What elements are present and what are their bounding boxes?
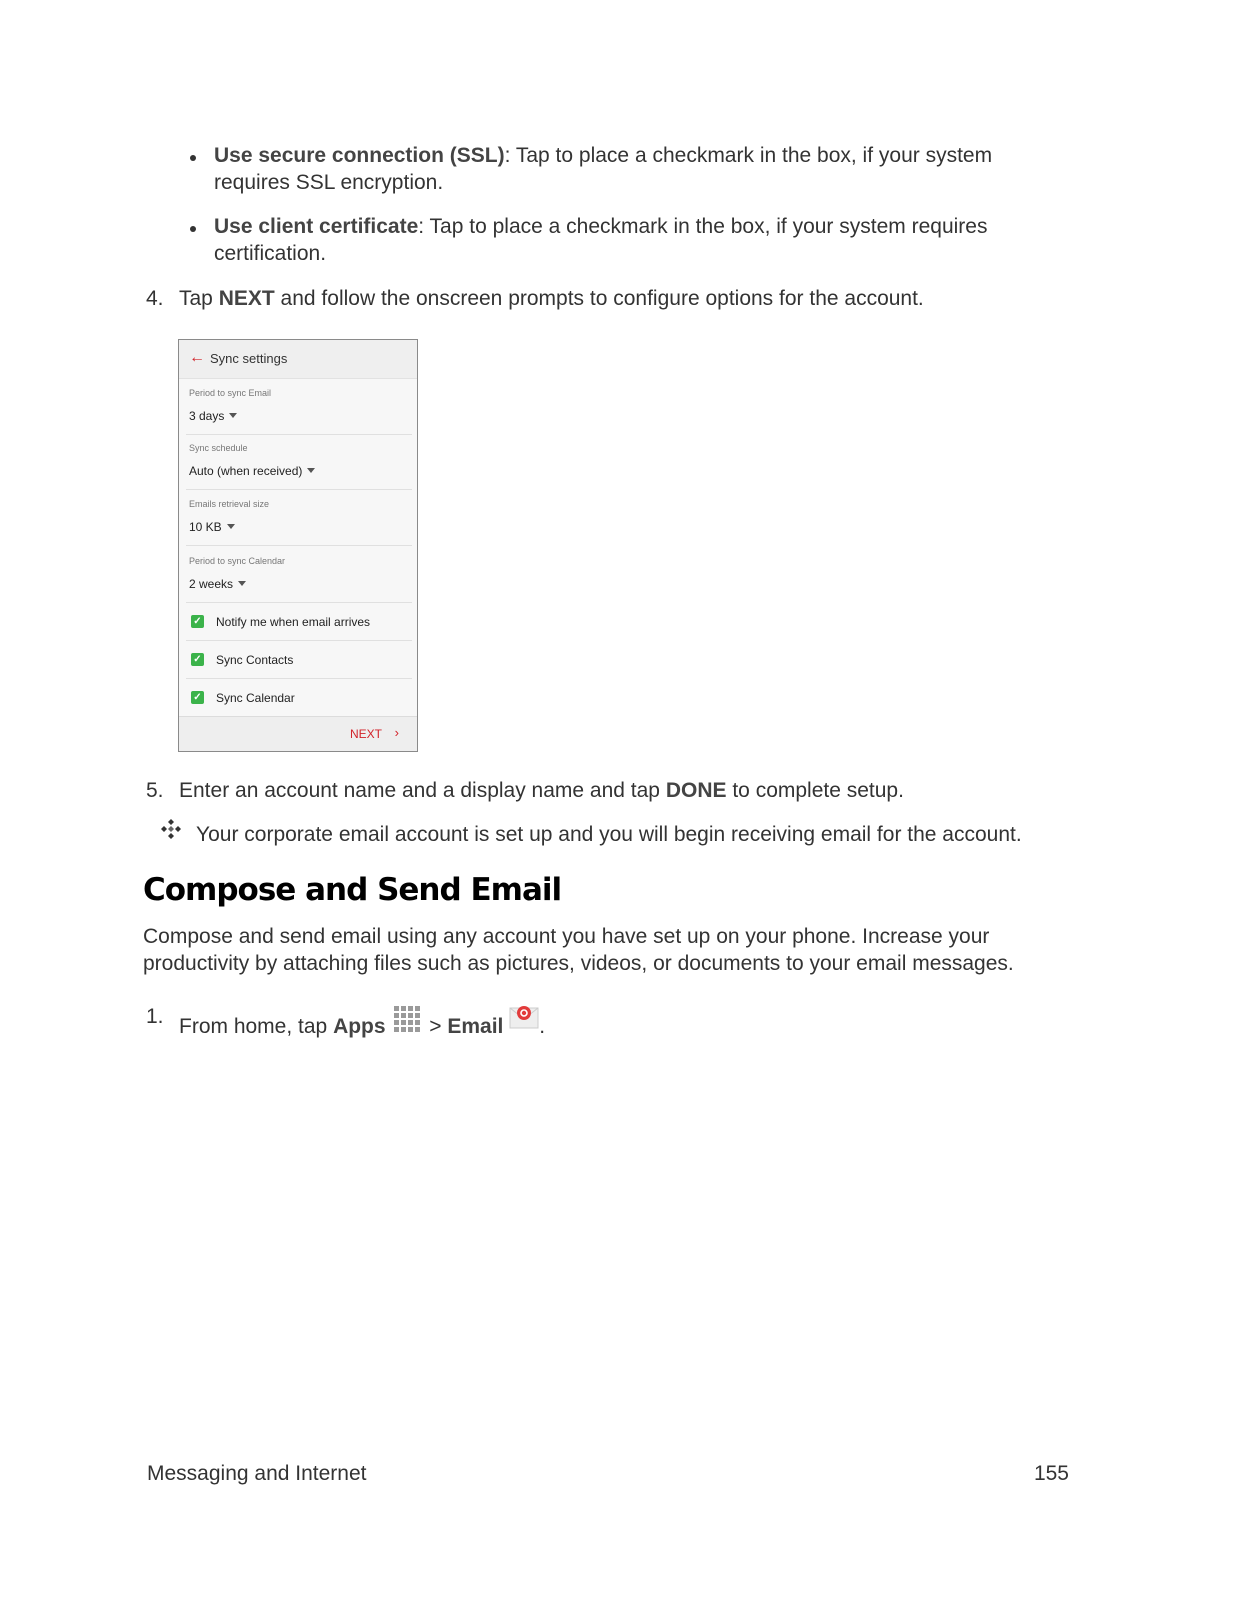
period-calendar-value: [189, 577, 246, 591]
chevron-right-icon[interactable]: ›: [394, 725, 399, 740]
checkbox-checked-icon[interactable]: ✓: [191, 615, 204, 628]
bullet-ssl: [214, 142, 1034, 196]
result-text: Your corporate email account is set up and you will begin receiving email for the account.: [196, 823, 1022, 846]
step-5-pre: Enter an account name and a display name and tap: [179, 779, 666, 802]
step-4-number: 4.: [146, 287, 164, 310]
step-5-done: DONE: [665, 779, 727, 802]
sync-contacts-row[interactable]: [186, 641, 412, 679]
step-1-text: [179, 1003, 1079, 1040]
sync-settings-header: [179, 340, 417, 379]
retrieval-size-label: Emails retrieval size: [189, 499, 270, 509]
step-1-number: 1.: [146, 1005, 164, 1028]
bullet-dot: [190, 155, 196, 161]
sync-schedule-value-text: Auto (when received): [189, 464, 303, 478]
section-heading: Compose and Send Email: [143, 872, 562, 908]
dropdown-caret-icon: [307, 468, 315, 473]
sync-settings-footer: [179, 716, 417, 751]
footer-page-number: 155: [1033, 1462, 1069, 1485]
back-arrow-icon[interactable]: ←: [189, 349, 205, 366]
next-button[interactable]: NEXT: [349, 727, 382, 741]
step-4-pre: Tap: [179, 287, 219, 310]
period-email-value: [189, 409, 237, 423]
dropdown-caret-icon: [238, 581, 246, 586]
bullet-cert-title: Use client certificate: [214, 215, 419, 238]
step-1-pre: From home, tap: [179, 1015, 334, 1038]
period-email-value-text: 3 days: [189, 409, 225, 423]
period-email-field[interactable]: [186, 388, 412, 435]
notify-email-row[interactable]: [186, 603, 412, 641]
bullet-cert-desc: : Tap to place a checkmark in the box, if your system requires certification.: [214, 215, 988, 265]
dropdown-caret-icon: [227, 524, 235, 529]
period-calendar-field[interactable]: [186, 556, 412, 603]
section-intro: Compose and send email using any account you have set up on your phone. Increase your productivity by attaching files such as pictures, videos, or documents to your email messages.: [143, 925, 1014, 975]
step-5-number: 5.: [146, 779, 164, 802]
sync-settings-title: Sync settings: [210, 351, 288, 366]
bullet-ssl-title: Use secure connection (SSL): [214, 144, 505, 167]
sync-calendar-row[interactable]: [186, 679, 412, 717]
bullet-ssl-desc: : Tap to place a checkmark in the box, if your system requires SSL encryption.: [214, 144, 993, 194]
checkbox-checked-icon[interactable]: ✓: [191, 691, 204, 704]
retrieval-size-value-text: 10 KB: [189, 520, 222, 534]
bullet-client-cert: [214, 213, 1034, 267]
result-diamond-icon: [160, 818, 182, 840]
period-calendar-label: Period to sync Calendar: [189, 556, 286, 566]
period-calendar-value-text: 2 weeks: [189, 577, 234, 591]
sync-contacts-label: Sync Contacts: [216, 653, 294, 667]
step-4-next: NEXT: [218, 287, 275, 310]
apps-grid-icon: [393, 1005, 423, 1035]
retrieval-size-field[interactable]: [186, 499, 412, 546]
period-email-label: Period to sync Email: [189, 388, 272, 398]
step-1-end: .: [539, 1015, 546, 1038]
checkbox-checked-icon[interactable]: ✓: [191, 653, 204, 666]
footer-section-name: Messaging and Internet: [147, 1462, 367, 1485]
dropdown-caret-icon: [229, 413, 237, 418]
sync-settings-screenshot: [178, 339, 418, 752]
step-1-apps: Apps: [333, 1015, 386, 1038]
step-1-email: Email: [447, 1015, 504, 1038]
email-app-icon: [509, 1003, 539, 1031]
retrieval-size-value: [189, 520, 235, 534]
notify-email-label: Notify me when email arrives: [216, 615, 371, 629]
sync-schedule-field[interactable]: [186, 443, 412, 490]
step-4-text: [179, 285, 1079, 312]
step-5-post: to complete setup.: [726, 779, 904, 802]
sync-calendar-label: Sync Calendar: [216, 691, 295, 705]
bullet-dot: [190, 226, 196, 232]
step-1-sep: >: [423, 1015, 448, 1038]
step-5-text: [179, 777, 1079, 804]
sync-schedule-value: [189, 464, 315, 478]
step-4-post: and follow the onscreen prompts to configure options for the account.: [274, 287, 924, 310]
sync-schedule-label: Sync schedule: [189, 443, 248, 453]
